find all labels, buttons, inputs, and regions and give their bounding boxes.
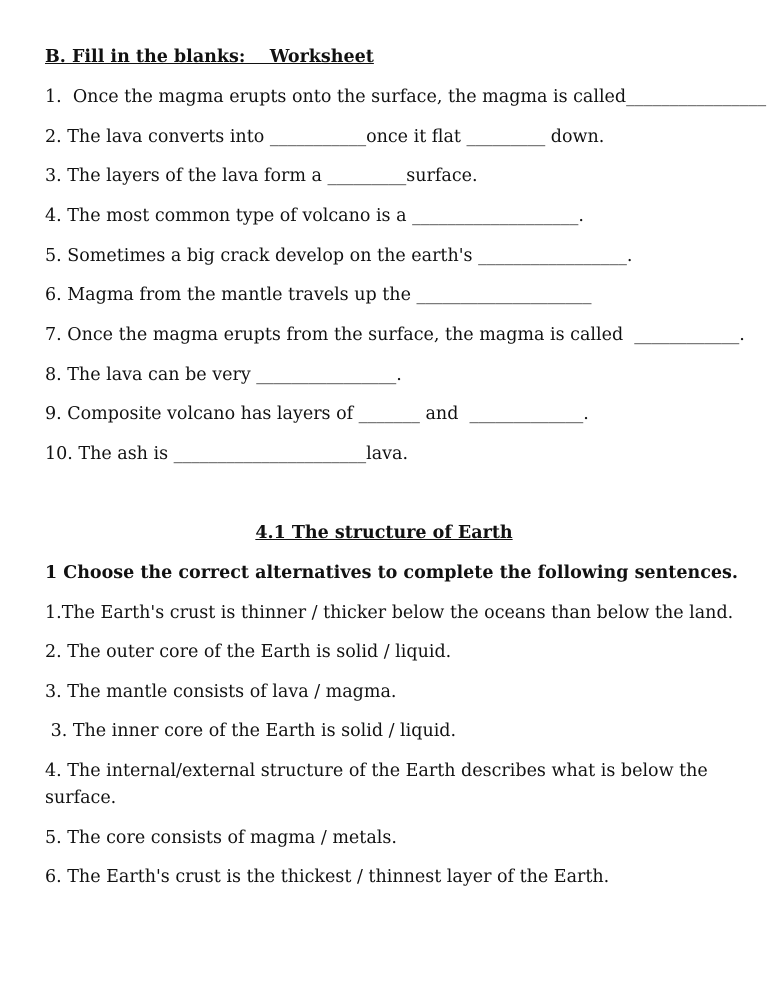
alternative-item-2: 2. The outer core of the Earth is solid / liquid. [45, 642, 452, 662]
alternative-item-1: 1.The Earth's crust is thinner / thicker below the oceans than below the land. [45, 603, 734, 623]
fill-blank-item-2: 2. The lava converts into ___________once it flat _________ down. [45, 127, 605, 147]
alternative-item-3b: 3. The inner core of the Earth is solid / liquid. [45, 721, 457, 741]
alternative-item-4: 4. The internal/external structure of the Earth describes what is below the surface. [45, 761, 708, 808]
fill-blank-item-10: 10. The ash is ______________________lava. [45, 444, 409, 464]
fill-blank-item-3: 3. The layers of the lava form a _________surface. [45, 166, 478, 186]
alternative-item-6: 6. The Earth's crust is the thickest / thinnest layer of the Earth. [45, 867, 610, 887]
section-title: 4.1 The structure of Earth [255, 523, 513, 543]
worksheet-heading: B. Fill in the blanks: Worksheet [45, 47, 374, 67]
fill-blank-item-9: 9. Composite volcano has layers of _______ and _____________. [45, 404, 589, 424]
fill-blank-item-8: 8. The lava can be very ________________. [45, 365, 402, 385]
fill-blank-item-1: 1. Once the magma erupts onto the surface, the magma is called________________ [45, 87, 767, 107]
alternative-item-5: 5. The core consists of magma / metals. [45, 828, 397, 848]
fill-blank-item-5: 5. Sometimes a big crack develop on the earth's _________________. [45, 246, 633, 266]
fill-blank-item-6: 6. Magma from the mantle travels up the ____________________ [45, 285, 592, 305]
section-instruction: 1 Choose the correct alternatives to complete the following sentences. [45, 563, 738, 583]
fill-blank-item-4: 4. The most common type of volcano is a ___________________. [45, 206, 584, 226]
alternative-item-3: 3. The mantle consists of lava / magma. [45, 682, 397, 702]
fill-blank-item-7: 7. Once the magma erupts from the surface, the magma is called ____________. [45, 325, 745, 345]
